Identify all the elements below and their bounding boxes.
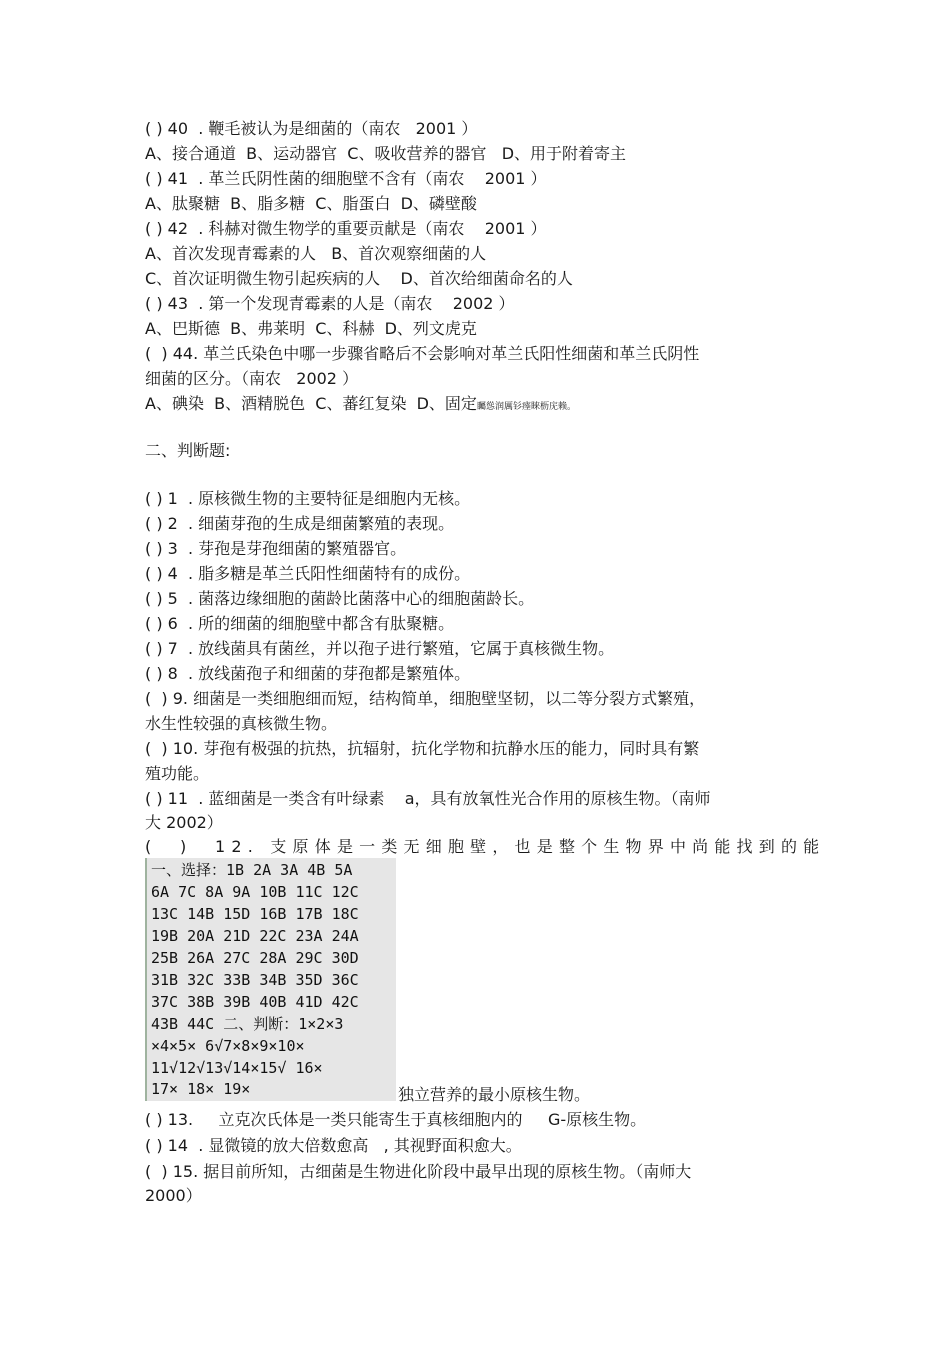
q42-options-cd: C、首次证明微生物引起疾病的人 D、首次给细菌命名的人 (145, 269, 573, 288)
tf-item: ( ) 14 . 显微镜的放大倍数愈高 , 其视野面积愈大。 (145, 1136, 522, 1155)
tf-item-continued: 2000） (145, 1186, 202, 1205)
q40-question: ( ) 40 . 鞭毛被认为是细菌的（南农 2001 ） (145, 119, 478, 138)
tf-item: ( ) 7 . 放线菌具有菌丝，并以孢子进行繁殖，它属于真核微生物。 (145, 639, 615, 658)
tf-item: ( ) 8 . 放线菌孢子和细菌的芽孢都是繁殖体。 (145, 664, 471, 683)
tf-item: ( ) 6 . 所的细菌的细胞壁中都含有肽聚糖。 (145, 614, 455, 633)
q41-options: A、肽聚糖 B、脂多糖 C、脂蛋白 D、磷壁酸 (145, 194, 477, 213)
q44-question-line1: ( ) 44. 革兰氏染色中哪一步骤省略后不会影响对革兰氏阳性细菌和革兰氏阴性 (145, 344, 700, 363)
tf-item-12: ( ) 12. 支原体是一类无细胞壁，也是整个生物界中尚能找到的能 (145, 837, 826, 856)
tf-item-12-continued: 独立营养的最小原核生物。 (398, 1085, 591, 1104)
answer-key-line: 25B 26A 27C 28A 29C 30D (151, 949, 359, 967)
answer-key-image (145, 858, 396, 1101)
answer-key-line: 一、选择：1B 2A 3A 4B 5A (151, 861, 353, 879)
q44-options-text: A、碘染 B、酒精脱色 C、蕃红复染 D、固定 (145, 394, 477, 413)
answer-key-line: 37C 38B 39B 40B 41D 42C (151, 993, 359, 1011)
section-title-true-false: 二、判断题: (145, 441, 231, 460)
q42-question: ( ) 42 . 科赫对微生物学的重要贡献是（南农 2001 ） (145, 219, 547, 238)
tf-item-continued: 水生性较强的真核微生物。 (145, 714, 338, 733)
q40-options: A、接合通道 B、运动器官 C、吸收营养的器官 D、用于附着寄主 (145, 144, 627, 163)
q44-question-line2: 细菌的区分。（南农 2002 ） (145, 369, 359, 388)
answer-key-line: 6A 7C 8A 9A 10B 11C 12C (151, 883, 359, 901)
q43-question: ( ) 43 . 第一个发现青霉素的人是（南农 2002 ） (145, 294, 515, 313)
q44-options (145, 393, 576, 415)
tf-item: ( ) 5 . 菌落边缘细胞的菌龄比菌落中心的细胞菌龄长。 (145, 589, 535, 608)
tf-item: ( ) 10. 芽孢有极强的抗热，抗辐射，抗化学物和抗静水压的能力，同时具有繁 (145, 739, 700, 758)
tf-item: ( ) 3 . 芽孢是芽孢细菌的繁殖器官。 (145, 539, 407, 558)
tf-item: ( ) 4 . 脂多糖是革兰氏阳性细菌特有的成份。 (145, 564, 471, 583)
tf-item: ( ) 13. 立克次氏体是一类只能寄生于真核细胞内的 G-原核生物。 (145, 1110, 647, 1129)
tf-item-continued: 殖功能。 (145, 764, 210, 783)
answer-key-line: 31B 32C 33B 34B 35D 36C (151, 971, 359, 989)
q42-options-ab: A、首次发现青霉素的人 B、首次观察细菌的人 (145, 244, 487, 263)
tf-item: ( ) 2 . 细菌芽孢的生成是细菌繁殖的表现。 (145, 514, 455, 533)
tf-item: ( ) 15. 据目前所知，古细菌是生物进化阶段中最早出现的原核生物。（南师大 (145, 1162, 692, 1181)
answer-key-line: 43B 44C 二、判断：1×2×3 (151, 1015, 344, 1033)
tf-item: ( ) 9. 细菌是一类细胞细而短，结构简单，细胞壁坚韧，以二等分裂方式繁殖， (145, 689, 706, 708)
tf-item-continued: 大 2002） (145, 813, 223, 832)
answer-key-line: 19B 20A 21D 22C 23A 24A (151, 927, 359, 945)
tf-item: ( ) 1 . 原核微生物的主要特征是细胞内无核。 (145, 489, 471, 508)
q43-options: A、巴斯德 B、弗莱明 C、科赫 D、列文虎克 (145, 319, 477, 338)
answer-key-line: 11√12√13√14×15√ 16× (151, 1059, 323, 1077)
garbled-note: 矚慫润厲钐瘗睞枥庑赖。 (476, 402, 576, 412)
tf-item: ( ) 11 . 蓝细菌是一类含有叶绿素 a，具有放氧性光合作用的原核生物。（南师 (145, 789, 711, 808)
q41-question: ( ) 41 . 革兰氏阴性菌的细胞壁不含有（南农 2001 ） (145, 169, 547, 188)
answer-key-line: 17× 18× 19× (151, 1080, 251, 1098)
answer-key-line: ×4×5× 6√7×8×9×10× (151, 1037, 305, 1055)
answer-key-line: 13C 14B 15D 16B 17B 18C (151, 905, 359, 923)
